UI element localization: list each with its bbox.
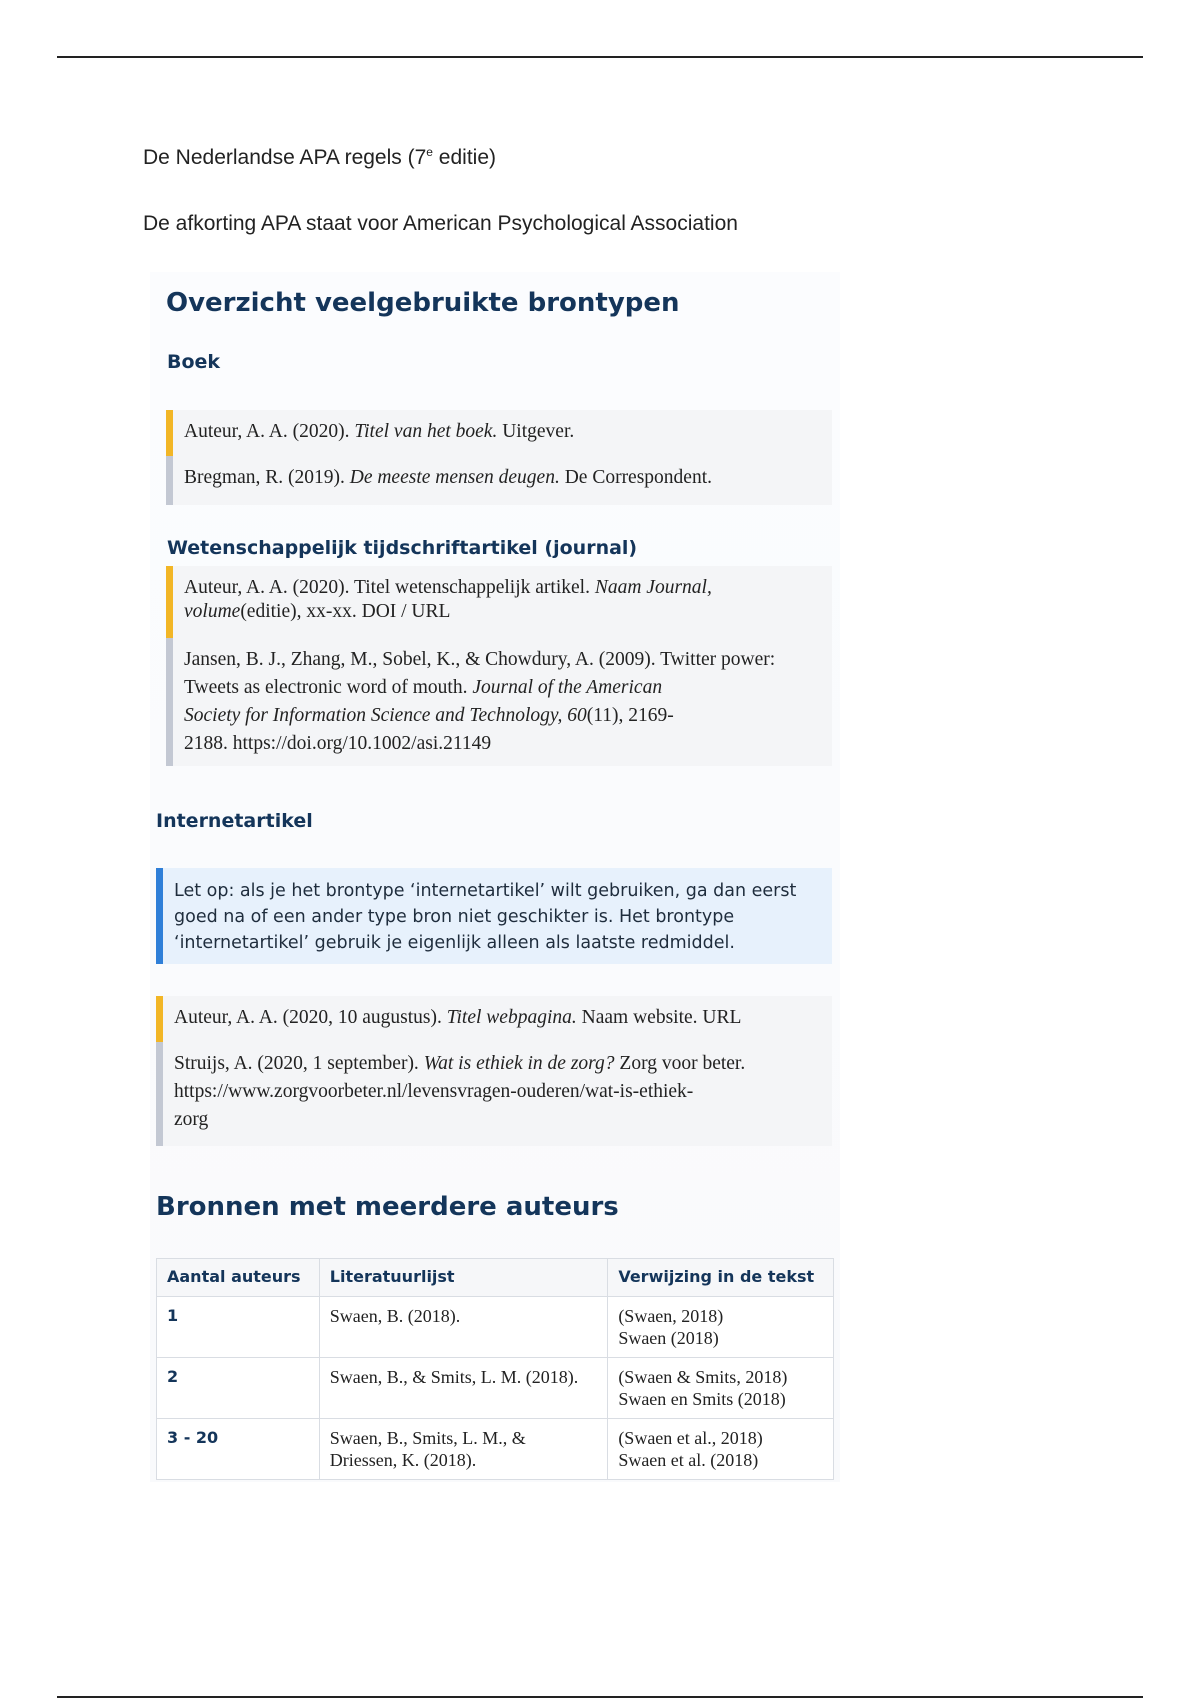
column-header: Verwijzing in de tekst: [608, 1259, 834, 1297]
template-marker: [166, 410, 173, 456]
internet-template-reference: Auteur, A. A. (2020, 10 augustus). Titel webpagina. Naam website. URL: [174, 1007, 742, 1028]
example-marker: [166, 456, 173, 505]
journal-template-reference: Auteur, A. A. (2020). Titel wetenschappelijk artikel. Naam Journal, volume(editie), xx-xx. DOI / URL: [184, 577, 712, 622]
reference-list-cell: Swaen, B., Smits, L. M., & Driessen, K. (2018).: [319, 1419, 608, 1480]
table-row: [157, 1358, 834, 1419]
template-marker: [156, 996, 163, 1042]
journal-heading: Wetenschappelijk tijdschriftartikel (journal): [167, 537, 638, 559]
template-marker: [166, 566, 173, 638]
table-row: [157, 1419, 834, 1480]
intro-abbreviation: De afkorting APA staat voor American Psychological Association: [143, 212, 738, 235]
internet-warning-note: [156, 868, 832, 964]
table-header-row: [157, 1259, 834, 1297]
internet-example-reference: Struijs, A. (2020, 1 september). Wat is ethiek in de zorg? Zorg voor beter. https://www.zorgvoorbeter.nl/levensvragen-ouderen/wat-is-ethiek- zorg: [174, 1053, 746, 1130]
note-text: Let op: als je het brontype ‘internetartikel’ wilt gebruiken, ga dan eerst goed na of een ander type bron niet geschikter is. Het brontype ‘internetartikel’ gebruik je eigenlijk alleen als laatste redmiddel.: [174, 881, 797, 953]
note-marker: [156, 868, 163, 964]
multiple-authors-title: Bronnen met meerdere auteurs: [156, 1192, 619, 1222]
column-header: Literatuurlijst: [319, 1259, 608, 1297]
reference-list-cell: Swaen, B., & Smits, L. M. (2018).: [319, 1358, 608, 1419]
author-count-cell: 1: [157, 1297, 320, 1358]
book-reference-box: [166, 410, 832, 505]
reference-list-cell: Swaen, B. (2018).: [319, 1297, 608, 1358]
journal-example-reference: Jansen, B. J., Zhang, M., Sobel, K., & Chowdury, A. (2009). Twitter power: Tweets as electronic word of mouth. Journal of the American Society for Information Science and Technology, 60(11), 2169- 2188. https://doi.org/10.1002/asi.21149: [184, 649, 776, 754]
intro-title: De Nederlandse APA regels (7e editie): [143, 145, 496, 169]
in-text-citation-cell: (Swaen et al., 2018) Swaen et al. (2018): [608, 1419, 834, 1480]
internet-heading: Internetartikel: [156, 810, 313, 832]
example-marker: [166, 638, 173, 766]
author-count-cell: 3 - 20: [157, 1419, 320, 1480]
internet-reference-box: [156, 996, 832, 1146]
header-rule: [57, 56, 1143, 58]
footer-rule: [57, 1696, 1143, 1698]
in-text-citation-cell: (Swaen & Smits, 2018) Swaen en Smits (2018): [608, 1358, 834, 1419]
journal-reference-box: [166, 566, 832, 766]
overview-title: Overzicht veelgebruikte brontypen: [166, 288, 680, 318]
author-count-cell: 2: [157, 1358, 320, 1419]
apa-overview-figure: [150, 272, 840, 1482]
multiple-authors-table: [156, 1258, 834, 1480]
column-header: Aantal auteurs: [157, 1259, 320, 1297]
in-text-citation-cell: (Swaen, 2018) Swaen (2018): [608, 1297, 834, 1358]
book-example-reference: Bregman, R. (2019). De meeste mensen deugen. De Correspondent.: [184, 467, 713, 488]
table-row: [157, 1297, 834, 1358]
book-template-reference: Auteur, A. A. (2020). Titel van het boek. Uitgever.: [184, 421, 575, 442]
book-heading: Boek: [167, 351, 221, 373]
example-marker: [156, 1042, 163, 1146]
